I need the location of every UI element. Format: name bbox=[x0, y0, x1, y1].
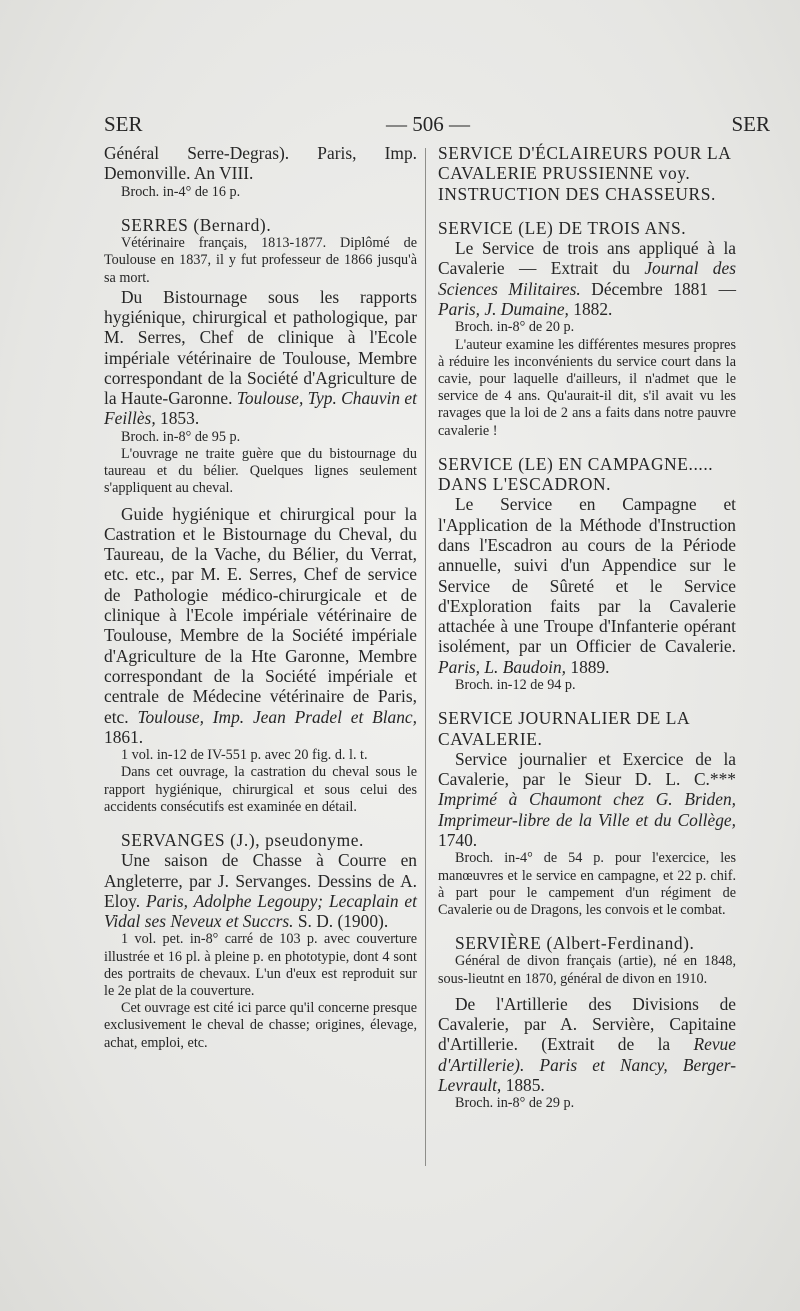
book-entry bbox=[438, 994, 736, 1095]
author-bio: Général de divon français (artie), né en 1848, sous-lieutnt en 1870, général de divon en 1910. bbox=[438, 953, 736, 987]
book-title: Guide hygiénique et chirurgical pour la Castration et le Bistournage du Cheval, du Taureau, de la Vache, du Bélier, du Verrat, etc. etc., par M. E. Serres, Chef de service de Pathologie médico-chirurgicale et de clinique à l'Ecole impériale vétérinaire de Toulouse, Membre de la Société impériale d'Agriculture de la Hte Garonne, Membre correspondant de la Société impériale et centrale de Médecine vétérinaire de Paris, etc. bbox=[104, 503, 417, 727]
entry-heading-serres: SERRES (Bernard). bbox=[121, 214, 272, 235]
book-title: Du Bistournage sous les rapports hygiénique, chirurgical et pathologique, par M. Serres, Chef de clinique à l'Ecole impériale vétérinaire de Toulouse, Membre correspondant de la Société d'Agriculture de la Haute-Garonne. bbox=[104, 286, 417, 409]
journal-name: Revue d'Artillerie). bbox=[438, 1034, 736, 1075]
running-header bbox=[104, 112, 770, 142]
book-title: Une saison de Chasse à Courre en Angleterre, par J. Servanges. Dessins de A. Eloy. bbox=[104, 850, 417, 911]
entry-heading-servanges: SERVANGES (J.), pseudonyme. bbox=[121, 829, 364, 850]
book-entry bbox=[104, 504, 417, 748]
book-year: 1861. bbox=[104, 726, 144, 747]
book-year: 1853. bbox=[160, 408, 200, 429]
book-publisher: Paris, Adolphe Legoupy; Lecaplain et Vidal ses Neveux et Succrs. bbox=[104, 890, 417, 932]
book-publisher: Imprimé à Chaumont chez G. Briden, Imprimeur-libre de la Ville et du Collège, bbox=[438, 789, 736, 830]
entry-continuation: Général Serre-Degras). Paris, Imp. Demonville. An VIII. bbox=[104, 143, 417, 184]
book-entry bbox=[104, 850, 417, 931]
book-entry bbox=[438, 238, 736, 319]
book-title: Le Service en Campagne et l'Application de la Méthode d'Instruction dans l'Escadron au cours de la Période annuelle, suivi d'un Appendice sur le Service de Sûreté et le Service d'Exploration faits par la Cavalerie attachée à une Troupe d'Infanterie opérant isolément, par un Officier de Cavalerie. bbox=[438, 494, 736, 657]
book-publisher: Toulouse, Typ. Chauvin et Feillès, bbox=[104, 388, 417, 429]
right-column bbox=[438, 143, 736, 1113]
book-year: S. D. (1900). bbox=[297, 911, 389, 932]
left-column bbox=[104, 143, 417, 1052]
book-date: Décembre 1881 — bbox=[591, 278, 736, 299]
journal-name: Journal des Sciences Militaires. bbox=[438, 258, 736, 299]
book-publisher: Paris et Nancy, Berger-Levrault, bbox=[438, 1054, 736, 1096]
book-title: Service journalier et Exercice de la Cavalerie, par le Sieur D. L. C.*** bbox=[438, 748, 736, 790]
header-right-keyword: SER bbox=[731, 112, 770, 136]
entry-heading-service-trois-ans: SERVICE (LE) DE TROIS ANS. bbox=[438, 217, 687, 238]
book-entry bbox=[104, 287, 417, 429]
book-format: Broch. in-8° de 95 p. bbox=[121, 428, 241, 445]
book-entry bbox=[438, 494, 736, 677]
book-publisher: Toulouse, Imp. Jean Pradel et Blanc, bbox=[137, 706, 417, 727]
entry-heading-serviere: SERVIÈRE (Albert-Ferdinand). bbox=[455, 933, 695, 954]
book-year: 1885. bbox=[505, 1075, 545, 1096]
book-publisher: Paris, J. Dumaine, bbox=[438, 299, 569, 320]
book-format: 1 vol. pet. in-8° carré de 103 p. avec couverture illustrée et 16 pl. à pleine p. en phototypie, dont 4 sont des portraits de chevaux. L'un d'eux est reproduit sur le 2e plat de la couverture. bbox=[104, 931, 417, 1000]
author-bio: Vétérinaire français, 1813-1877. Diplômé de Toulouse en 1837, il y fut professeur de 1866 jusqu'à sa mort. bbox=[104, 235, 417, 286]
book-format: Broch. in-8° de 20 p. bbox=[455, 319, 575, 336]
book-year: 1889. bbox=[570, 656, 610, 677]
page-number: — 506 — bbox=[386, 112, 470, 136]
book-note: L'ouvrage ne traite guère que du bistournage du taureau et du bélier. Quelques lignes seulement s'appliquent au cheval. bbox=[104, 445, 417, 497]
book-entry bbox=[438, 749, 736, 850]
book-format: 1 vol. in-12 de IV-551 p. avec 20 fig. d. l. t. bbox=[121, 747, 368, 764]
header-left-keyword: SER bbox=[104, 112, 143, 136]
column-divider bbox=[425, 148, 426, 1166]
book-year: 1740. bbox=[438, 830, 478, 851]
book-title: De l'Artillerie des Divisions de Cavalerie, par A. Servière, Capitaine d'Artillerie. (Extrait de la bbox=[438, 993, 736, 1055]
entry-heading-service-journalier: SERVICE JOURNALIER DE LA CAVALERIE. bbox=[438, 708, 690, 749]
book-note: Dans cet ouvrage, la castration du cheval sous le rapport hygiénique, chirurgical et sous celui des accidents consécutifs est examinée en détail. bbox=[104, 764, 417, 815]
entry-heading-service-campagne: SERVICE (LE) EN CAMPAGNE..... DANS L'ESCADRON. bbox=[438, 453, 714, 495]
entry-format: Broch. in-4° de 16 p. bbox=[121, 183, 241, 200]
book-publisher: Paris, L. Baudoin, bbox=[438, 656, 567, 677]
book-format: Broch. in-4° de 54 p. pour l'exercice, les manœuvres et le service en campagne, et 22 p. chif. à part pour le campement d'un régiment de Cavalerie ou de Dragons, les convois et le combat. bbox=[438, 850, 736, 918]
entry-heading-service-eclaireurs: SERVICE D'ÉCLAIREURS POUR LA CAVALERIE PRUSSIENNE voy. INSTRUCTION DES CHASSEURS. bbox=[438, 143, 731, 204]
book-format: Broch. in-8° de 29 p. bbox=[455, 1095, 575, 1112]
book-note: L'auteur examine les différentes mesures propres à réduire les inconvénients du service court dans la cavie, pour laquelle d'ailleurs, il n'admet que le service de 4 ans. Qu'aurait-il dit, s'il avait vu les ravages que la loi de 2 ans a faits dans notre pauvre cavalerie ! bbox=[438, 336, 736, 439]
book-title: Le Service de trois ans appliqué à la Cavalerie — Extrait du bbox=[438, 238, 736, 279]
book-year: 1882. bbox=[573, 299, 613, 320]
book-format: Broch. in-12 de 94 p. bbox=[455, 677, 576, 694]
book-note: Cet ouvrage est cité ici parce qu'il concerne presque exclusivement le cheval de chasse; origines, élevage, achat, emploi, etc. bbox=[104, 1000, 417, 1051]
